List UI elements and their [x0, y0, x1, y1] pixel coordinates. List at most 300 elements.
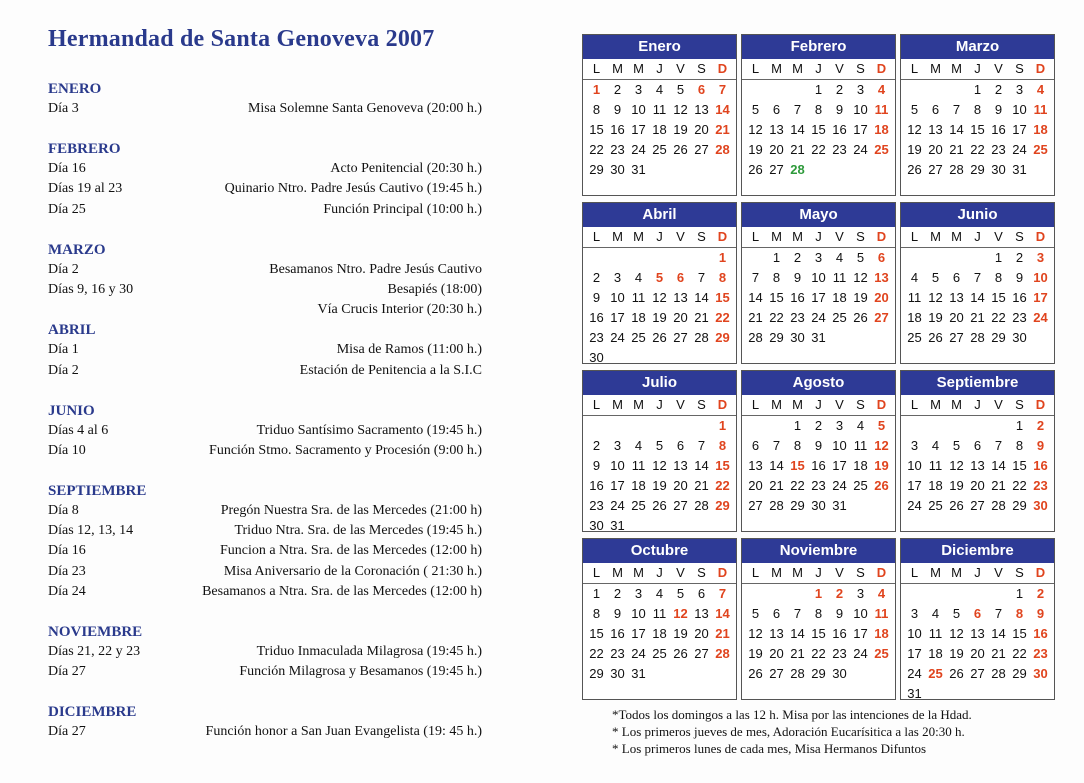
- empty-cell: [787, 80, 808, 100]
- empty-cell: [649, 416, 670, 436]
- calendar-month-header: Abril: [583, 203, 736, 227]
- calendar-day: 18: [631, 478, 646, 493]
- weekday-label: M: [792, 397, 803, 412]
- empty-cell: [586, 248, 607, 268]
- empty-cell: [988, 416, 1009, 436]
- calendar-day: 28: [715, 142, 730, 157]
- week-row: [901, 248, 1054, 268]
- calendar-day: 3: [634, 82, 643, 97]
- calendar-day: 31: [631, 162, 646, 177]
- event-date: Día 24: [48, 583, 86, 599]
- calendar-day: 13: [673, 458, 688, 473]
- calendar-day: 30: [610, 162, 625, 177]
- calendar-month-header: Febrero: [742, 35, 895, 59]
- calendar-day: 24: [1033, 310, 1048, 325]
- calendar-day: 15: [715, 458, 730, 473]
- weekday-header-row: [583, 563, 736, 584]
- week-row: [901, 456, 1054, 476]
- weekday-header-row: [901, 395, 1054, 416]
- weekday-label: V: [994, 397, 1003, 412]
- calendar-day: 30: [790, 330, 805, 345]
- calendar-day: 3: [613, 438, 622, 453]
- calendar-day: 17: [832, 458, 847, 473]
- calendar-day: 24: [907, 498, 922, 513]
- calendar-day: 8: [592, 102, 601, 117]
- event-month-heading: SEPTIEMBRE: [48, 483, 147, 500]
- event-month-section: [48, 240, 482, 321]
- calendar-day: 12: [652, 290, 667, 305]
- calendar-day: 10: [907, 458, 922, 473]
- week-row: [583, 604, 736, 624]
- calendar-day: 11: [1033, 102, 1048, 117]
- empty-cell: [925, 80, 946, 100]
- week-row: [583, 140, 736, 160]
- week-row: [742, 308, 895, 328]
- empty-cell: [904, 416, 925, 436]
- calendar-day: 8: [1015, 606, 1024, 621]
- event-month-section: [48, 702, 482, 742]
- weekday-header-row: [901, 227, 1054, 248]
- calendar-day: 6: [877, 250, 886, 265]
- weekday-label: J: [974, 565, 981, 580]
- calendar-day: 22: [715, 310, 730, 325]
- week-row: [901, 664, 1054, 684]
- week-row: [901, 308, 1054, 328]
- event-row: [48, 260, 482, 280]
- calendar-month-header: Agosto: [742, 371, 895, 395]
- calendar-day: 25: [928, 666, 943, 681]
- event-date: Días 21, 22 y 23: [48, 644, 141, 659]
- calendar-day: 20: [928, 142, 943, 157]
- calendar-month-header: Marzo: [901, 35, 1054, 59]
- calendar-day: 12: [673, 606, 688, 621]
- calendar-day: 4: [835, 250, 844, 265]
- calendar-day: 6: [952, 270, 961, 285]
- empty-cell: [904, 80, 925, 100]
- event-month-heading: DICIEMBRE: [48, 704, 137, 721]
- week-row: [901, 140, 1054, 160]
- weekday-label: M: [951, 61, 962, 76]
- calendar-day: 12: [748, 626, 763, 641]
- calendar-day: 22: [769, 310, 784, 325]
- calendar-day: 6: [931, 102, 940, 117]
- calendar-day: 23: [610, 142, 625, 157]
- calendar-day: 26: [673, 142, 688, 157]
- weekday-label: V: [994, 61, 1003, 76]
- weekday-label: S: [856, 565, 865, 580]
- weekday-label: D: [1035, 565, 1046, 580]
- calendar-day: 15: [769, 290, 784, 305]
- week-row: [583, 288, 736, 308]
- week-row: [901, 120, 1054, 140]
- calendar-month-header: Diciembre: [901, 539, 1054, 563]
- calendar-day: 5: [952, 438, 961, 453]
- calendar-day: 22: [589, 646, 604, 661]
- calendar-day: 20: [970, 478, 985, 493]
- empty-cell: [967, 416, 988, 436]
- calendar-day: 29: [811, 666, 826, 681]
- calendar-day: 30: [589, 518, 604, 533]
- calendar-month-header: Septiembre: [901, 371, 1054, 395]
- event-description: Triduo Ntra. Sra. de las Mercedes (19:45 h.): [234, 523, 482, 539]
- calendar-day: 11: [928, 626, 943, 641]
- empty-cell: [628, 416, 649, 436]
- weekday-label: M: [771, 565, 782, 580]
- weekday-label: L: [751, 565, 760, 580]
- calendar-day: 13: [949, 290, 964, 305]
- week-row: [901, 684, 1054, 704]
- calendar-day: 13: [874, 270, 889, 285]
- calendar-day: 16: [1033, 626, 1048, 641]
- weekday-label: J: [974, 397, 981, 412]
- calendar-day: 22: [970, 142, 985, 157]
- calendar-day: 20: [694, 626, 709, 641]
- week-row: [583, 644, 736, 664]
- footnote-line: *Todos los domingos a las 12 h. Misa por las intenciones de la Hdad.: [612, 707, 972, 722]
- empty-cell: [670, 416, 691, 436]
- calendar-day: 13: [673, 290, 688, 305]
- calendar-day: 2: [793, 250, 802, 265]
- calendar-day: 1: [793, 418, 802, 433]
- weekday-label: D: [1035, 229, 1046, 244]
- calendar-day: 26: [907, 162, 922, 177]
- week-row: [901, 100, 1054, 120]
- weekday-label: D: [876, 565, 887, 580]
- empty-cell: [946, 248, 967, 268]
- calendar-day: 13: [769, 122, 784, 137]
- calendar-day: 15: [589, 122, 604, 137]
- calendar-day: 17: [853, 626, 868, 641]
- calendar-day: 1: [814, 586, 823, 601]
- calendar-day: 8: [814, 606, 823, 621]
- calendar-day: 12: [652, 458, 667, 473]
- calendar-day: 6: [772, 102, 781, 117]
- week-row: [742, 80, 895, 100]
- week-row: [583, 268, 736, 288]
- calendar-day: 6: [973, 606, 982, 621]
- event-row: [48, 179, 482, 199]
- calendar-day: 14: [970, 290, 985, 305]
- event-description: Misa de Ramos (11:00 h.): [336, 342, 482, 358]
- calendar-day: 22: [811, 646, 826, 661]
- calendar-day: 27: [874, 310, 889, 325]
- calendar-day: 26: [673, 646, 688, 661]
- weekday-label: D: [876, 229, 887, 244]
- weekday-label: M: [612, 397, 623, 412]
- event-description: Misa Aniversario de la Coronación ( 21:30 h.): [223, 563, 482, 579]
- calendar-day: 9: [1036, 606, 1045, 621]
- calendar-day: 11: [853, 438, 868, 453]
- calendar-day: 10: [832, 438, 847, 453]
- calendar-day: 19: [907, 142, 922, 157]
- event-description: Función Stmo. Sacramento y Procesión (9:00 h.): [209, 442, 482, 458]
- weekday-label: M: [771, 61, 782, 76]
- calendar-day: 30: [1012, 330, 1027, 345]
- calendar-month-header: Octubre: [583, 539, 736, 563]
- week-row: [583, 308, 736, 328]
- calendar-day: 21: [694, 310, 709, 325]
- calendar-day: 9: [1036, 438, 1045, 453]
- calendar-day: 31: [610, 518, 625, 533]
- calendar-month: [741, 34, 896, 196]
- calendar-day: 18: [907, 310, 922, 325]
- event-date: Día 2: [48, 261, 79, 277]
- calendar-day: 10: [610, 458, 625, 473]
- week-row: [583, 416, 736, 436]
- calendar-day: 29: [589, 162, 604, 177]
- calendar-day: 18: [928, 478, 943, 493]
- calendar-day: 16: [811, 458, 826, 473]
- event-description: Estación de Penitencia a la S.I.C: [299, 362, 482, 378]
- calendar-day: 4: [634, 270, 643, 285]
- calendar-day: 27: [928, 162, 943, 177]
- calendar-day: 23: [1033, 478, 1048, 493]
- calendar-day: 30: [832, 666, 847, 681]
- event-description: Triduo Santísimo Sacramento (19:45 h.): [256, 422, 482, 438]
- weekday-label: V: [835, 229, 844, 244]
- calendar-day: 24: [811, 310, 826, 325]
- calendar-day: 21: [991, 478, 1006, 493]
- event-date: Día 8: [48, 503, 79, 519]
- event-row: [48, 662, 482, 682]
- calendar-day: 19: [748, 142, 763, 157]
- event-description: Besamanos Ntro. Padre Jesús Cautivo: [269, 261, 482, 277]
- event-date: Día 23: [48, 563, 86, 579]
- calendar-day: 29: [715, 330, 730, 345]
- empty-cell: [904, 584, 925, 604]
- calendar-day: 18: [631, 310, 646, 325]
- calendar-day: 5: [910, 102, 919, 117]
- event-description: Pregón Nuestra Sra. de las Mercedes (21:00 h): [220, 503, 482, 519]
- calendar-day: 10: [907, 626, 922, 641]
- calendar-day: 22: [1012, 478, 1027, 493]
- weekday-label: S: [1015, 229, 1024, 244]
- weekday-label: L: [592, 229, 601, 244]
- calendar-day: 7: [793, 606, 802, 621]
- weekday-header-row: [742, 59, 895, 80]
- calendar-day: 30: [1033, 498, 1048, 513]
- weekday-label: M: [633, 61, 644, 76]
- calendar-day: 7: [793, 102, 802, 117]
- calendar-day: 26: [949, 498, 964, 513]
- calendar-day: 9: [613, 102, 622, 117]
- event-date: Día 16: [48, 543, 86, 559]
- event-description: Función Principal (10:00 h.): [323, 201, 482, 217]
- week-row: [742, 248, 895, 268]
- calendar-month: [741, 538, 896, 700]
- calendar-day: 18: [853, 458, 868, 473]
- calendar-day: 20: [769, 646, 784, 661]
- empty-cell: [766, 584, 787, 604]
- calendar-day: 19: [652, 310, 667, 325]
- week-row: [583, 348, 736, 368]
- weekday-label: V: [676, 61, 685, 76]
- calendar-day: 6: [772, 606, 781, 621]
- calendar-day: 26: [928, 330, 943, 345]
- calendar-day: 28: [970, 330, 985, 345]
- calendar-day: 22: [715, 478, 730, 493]
- weekday-label: L: [592, 565, 601, 580]
- week-row: [901, 584, 1054, 604]
- calendar-day: 12: [748, 122, 763, 137]
- calendar-day: 8: [772, 270, 781, 285]
- empty-cell: [946, 416, 967, 436]
- calendar-day: 2: [1036, 418, 1045, 433]
- event-row: [48, 582, 482, 602]
- weekday-label: J: [656, 61, 663, 76]
- week-row: [901, 604, 1054, 624]
- event-month-section: [48, 401, 482, 461]
- calendar-month-header: Noviembre: [742, 539, 895, 563]
- event-month-heading: MARZO: [48, 241, 106, 258]
- event-date: Día 25: [48, 201, 86, 217]
- calendar-day: 28: [769, 498, 784, 513]
- calendar-day: 31: [631, 666, 646, 681]
- weekday-label: V: [994, 229, 1003, 244]
- calendar-day: 17: [610, 478, 625, 493]
- empty-cell: [766, 416, 787, 436]
- calendar-day: 16: [589, 478, 604, 493]
- calendar-day: 7: [994, 606, 1003, 621]
- weekday-label: D: [876, 61, 887, 76]
- week-row: [901, 476, 1054, 496]
- calendar-day: 1: [718, 250, 727, 265]
- week-row: [583, 496, 736, 516]
- empty-cell: [691, 248, 712, 268]
- calendar-day: 6: [973, 438, 982, 453]
- calendar-day: 8: [592, 606, 601, 621]
- event-month-section: [48, 622, 482, 682]
- weekday-header-row: [583, 59, 736, 80]
- calendar-day: 29: [769, 330, 784, 345]
- calendar-day: 12: [949, 458, 964, 473]
- event-month-heading: ABRIL: [48, 322, 96, 339]
- calendar-grid: [582, 34, 1055, 700]
- calendar-day: 6: [697, 82, 706, 97]
- calendar-day: 7: [772, 438, 781, 453]
- weekday-label: S: [697, 397, 706, 412]
- event-date: Día 27: [48, 724, 86, 740]
- calendar-day: 9: [835, 606, 844, 621]
- calendar-day: 25: [631, 498, 646, 513]
- calendar-day: 1: [772, 250, 781, 265]
- empty-cell: [586, 416, 607, 436]
- week-row: [583, 328, 736, 348]
- calendar-day: 3: [910, 606, 919, 621]
- calendar-day: 25: [874, 646, 889, 661]
- week-row: [742, 604, 895, 624]
- calendar-day: 24: [832, 478, 847, 493]
- footnote-line: * Los primeros jueves de mes, Adoración Eucarísitica a las 20:30 h.: [612, 724, 965, 739]
- weekday-label: L: [910, 397, 919, 412]
- weekday-label: S: [697, 565, 706, 580]
- footnotes: [582, 706, 1055, 757]
- weekday-label: D: [1035, 397, 1046, 412]
- weekday-label: V: [676, 397, 685, 412]
- calendar-day: 23: [589, 330, 604, 345]
- weekday-label: J: [656, 397, 663, 412]
- calendar-day: 21: [970, 310, 985, 325]
- weekday-label: S: [697, 229, 706, 244]
- calendar-day: 5: [877, 418, 886, 433]
- calendar-day: 10: [811, 270, 826, 285]
- calendar-day: 9: [994, 102, 1003, 117]
- calendar-day: 19: [673, 122, 688, 137]
- calendar-day: 20: [970, 646, 985, 661]
- week-row: [583, 160, 736, 180]
- calendar-day: 16: [589, 310, 604, 325]
- weekday-header-row: [583, 395, 736, 416]
- calendar-day: 28: [694, 498, 709, 513]
- week-row: [583, 80, 736, 100]
- events-column: [48, 26, 482, 743]
- calendar-day: 17: [907, 646, 922, 661]
- calendar-day: 7: [697, 270, 706, 285]
- calendar-day: 9: [1015, 270, 1024, 285]
- calendar-day: 25: [652, 646, 667, 661]
- calendar-day: 4: [877, 586, 886, 601]
- calendar-day: 2: [994, 82, 1003, 97]
- calendar-day: 13: [694, 102, 709, 117]
- calendar-day: 4: [910, 270, 919, 285]
- calendar-day: 12: [928, 290, 943, 305]
- weekday-label: V: [676, 229, 685, 244]
- calendar-day: 17: [907, 478, 922, 493]
- calendar-day: 18: [1033, 122, 1048, 137]
- calendar-day: 16: [1033, 458, 1048, 473]
- weekday-label: L: [592, 61, 601, 76]
- calendar-day: 23: [589, 498, 604, 513]
- calendar-day: 11: [652, 606, 667, 621]
- calendar-day: 24: [853, 142, 868, 157]
- calendar-day: 1: [718, 418, 727, 433]
- empty-cell: [787, 584, 808, 604]
- event-description: Triduo Inmaculada Milagrosa (19:45 h.): [256, 644, 482, 659]
- event-description: Vía Crucis Interior (20:30 h.): [317, 302, 482, 318]
- calendar-day: 17: [1012, 122, 1027, 137]
- calendar-day: 24: [1012, 142, 1027, 157]
- calendar-day: 2: [613, 586, 622, 601]
- weekday-label: D: [1035, 61, 1046, 76]
- week-row: [583, 584, 736, 604]
- calendar-day: 19: [652, 478, 667, 493]
- calendar-day: 20: [949, 310, 964, 325]
- calendar-month: [900, 202, 1055, 364]
- calendar-day: 12: [874, 438, 889, 453]
- week-row: [742, 328, 895, 348]
- calendar-day: 19: [874, 458, 889, 473]
- week-row: [901, 416, 1054, 436]
- week-row: [742, 436, 895, 456]
- weekday-label: D: [876, 397, 887, 412]
- calendar-day: 31: [907, 686, 922, 701]
- calendar-day: 23: [811, 478, 826, 493]
- week-row: [742, 456, 895, 476]
- calendar-day: 21: [790, 646, 805, 661]
- calendar-day: 15: [811, 626, 826, 641]
- calendar-day: 7: [718, 82, 727, 97]
- calendar-day: 15: [811, 122, 826, 137]
- week-row: [583, 516, 736, 536]
- calendar-day: 20: [874, 290, 889, 305]
- event-month-section: [48, 79, 482, 119]
- calendar-month-header: Mayo: [742, 203, 895, 227]
- calendar-day: 25: [874, 142, 889, 157]
- calendar-day: 28: [790, 666, 805, 681]
- calendar-day: 19: [928, 310, 943, 325]
- calendar-day: 28: [991, 666, 1006, 681]
- calendar-day: 27: [970, 498, 985, 513]
